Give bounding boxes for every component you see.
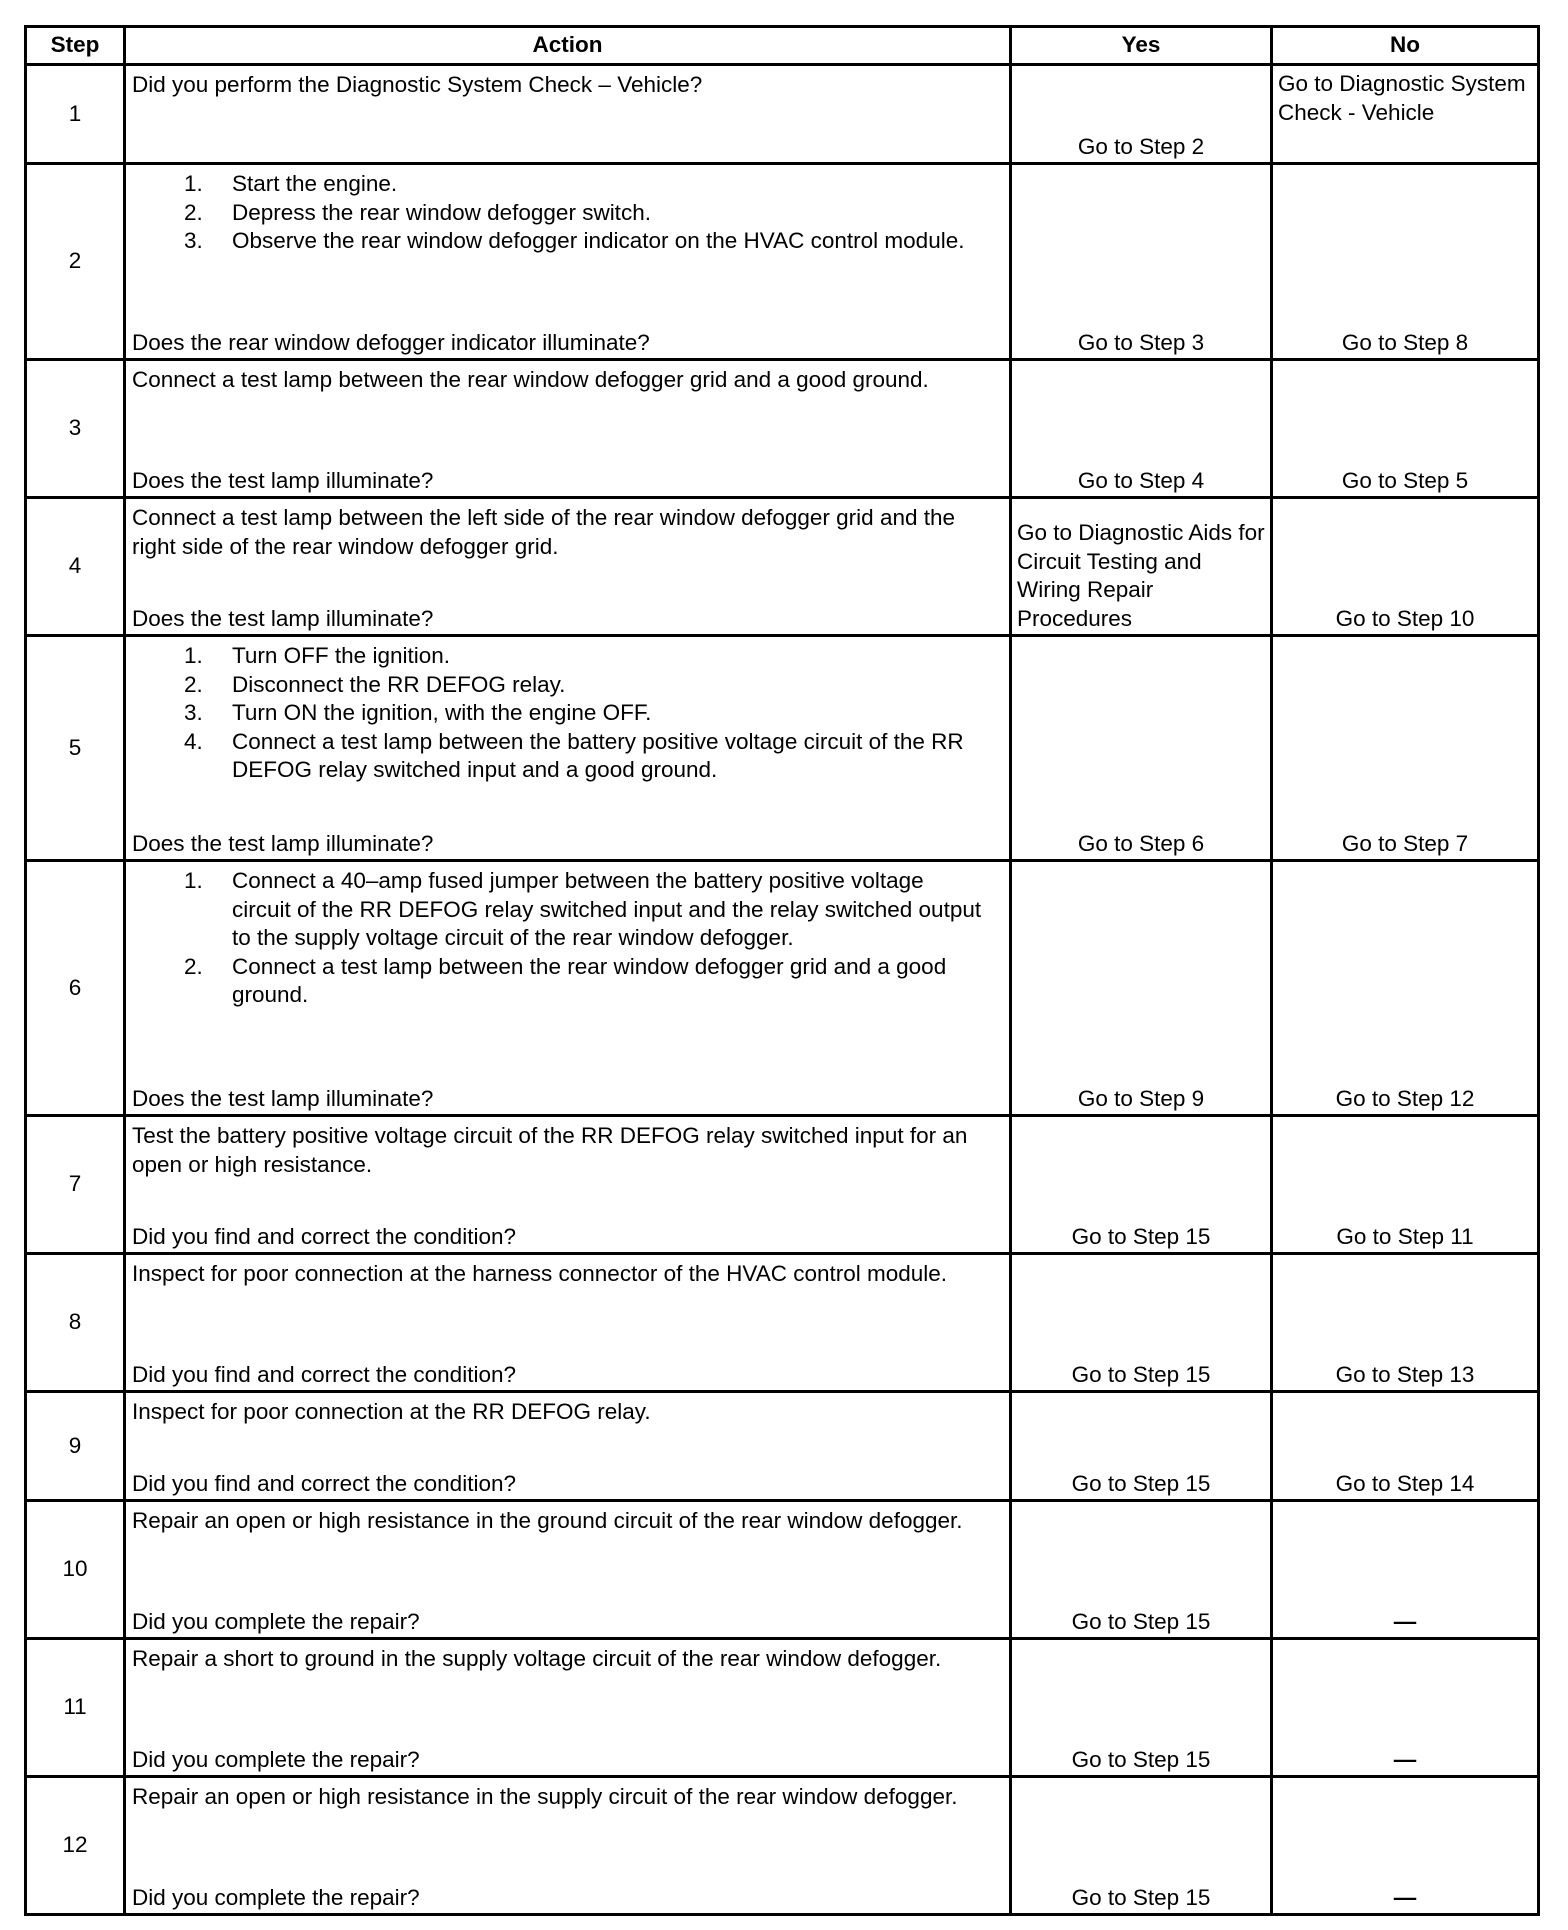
step-number: 9 [26, 1392, 125, 1501]
procedure-item-number: 4. [184, 728, 203, 754]
procedure-item-number: 2. [184, 199, 203, 225]
yes-cell [1011, 1116, 1272, 1254]
no-cell [1272, 1501, 1539, 1639]
action-text: Connect a test lamp between the rear window defogger grid and a good ground. [132, 367, 929, 392]
step-number: 11 [26, 1639, 125, 1777]
action-text: Repair a short to ground in the supply voltage circuit of the rear window defogger. [132, 1646, 942, 1671]
step-number: 1 [26, 65, 125, 164]
procedure-item-text: Turn OFF the ignition. [232, 643, 451, 668]
header-action: Action [125, 27, 1011, 65]
action-text: Inspect for poor connection at the harness connector of the HVAC control module. [132, 1261, 948, 1286]
no-cell [1272, 498, 1539, 636]
procedure-item [132, 671, 1003, 700]
procedure-item [132, 728, 1003, 785]
action-question: Does the rear window defogger indicator illuminate? [132, 329, 650, 355]
yes-cell [1011, 861, 1272, 1116]
action-cell [125, 498, 1011, 636]
diagnostic-table [24, 25, 1540, 1916]
table-row [26, 1392, 1539, 1501]
yes-cell [1011, 1392, 1272, 1501]
yes-cell [1011, 1254, 1272, 1392]
header-step: Step [26, 27, 125, 65]
action-question: Did you complete the repair? [132, 1884, 420, 1910]
procedure-item-number: 1. [184, 171, 203, 196]
no-cell [1272, 1639, 1539, 1777]
table-row [26, 1777, 1539, 1915]
table-row [26, 636, 1539, 861]
yes-answer: Go to Step 15 [1071, 1223, 1211, 1249]
table-row [26, 1116, 1539, 1254]
yes-answer: Go to Step 15 [1071, 1608, 1211, 1634]
procedure-item [132, 642, 1003, 671]
procedure-item-number: 1. [184, 868, 203, 893]
step-number: 6 [26, 861, 125, 1116]
yes-cell [1011, 636, 1272, 861]
yes-answer: Go to Step 15 [1071, 1884, 1211, 1910]
no-cell [1272, 1392, 1539, 1501]
action-question: Does the test lamp illuminate? [132, 605, 434, 631]
yes-answer: Go to Step 2 [1077, 133, 1205, 159]
no-cell [1272, 1116, 1539, 1254]
action-cell [125, 861, 1011, 1116]
header-row [26, 27, 1539, 65]
table-row [26, 861, 1539, 1116]
no-cell [1272, 1254, 1539, 1392]
procedure-item [132, 170, 1003, 199]
yes-answer: Go to Step 6 [1077, 830, 1205, 856]
procedure-list [132, 170, 1003, 256]
action-question: Did you complete the repair? [132, 1746, 420, 1772]
action-question: Does the test lamp illuminate? [132, 830, 434, 856]
table-row [26, 65, 1539, 164]
procedure-item-text: Connect a test lamp between the battery positive voltage circuit of the RR DEFOG relay switched input and a good ground. [232, 728, 964, 782]
no-answer: — [1393, 1608, 1417, 1634]
action-text: Test the battery positive voltage circuit of the RR DEFOG relay switched input for an open or high resistance. [132, 1123, 968, 1177]
no-answer: Go to Step 10 [1335, 605, 1475, 631]
no-answer: Go to Step 12 [1335, 1085, 1475, 1111]
yes-answer: Go to Diagnostic Aids for Circuit Testing and Wiring Repair Procedures [1017, 520, 1265, 631]
action-text: Repair an open or high resistance in the ground circuit of the rear window defogger. [132, 1508, 963, 1533]
table-row [26, 1639, 1539, 1777]
yes-answer: Go to Step 4 [1077, 467, 1205, 493]
action-text: Inspect for poor connection at the RR DEFOG relay. [132, 1399, 651, 1424]
yes-answer: Go to Step 15 [1071, 1746, 1211, 1772]
yes-cell [1011, 164, 1272, 360]
step-number: 5 [26, 636, 125, 861]
no-cell [1272, 360, 1539, 498]
procedure-item-text: Start the engine. [232, 171, 398, 196]
action-cell [125, 1777, 1011, 1915]
action-cell [125, 1501, 1011, 1639]
procedure-list [132, 642, 1003, 785]
action-text: Did you perform the Diagnostic System Check – Vehicle? [132, 72, 703, 97]
no-cell [1272, 861, 1539, 1116]
action-cell [125, 636, 1011, 861]
no-answer: Go to Step 14 [1335, 1470, 1475, 1496]
no-cell [1272, 1777, 1539, 1915]
procedure-item-text: Turn ON the ignition, with the engine OFF. [232, 700, 652, 725]
step-number: 8 [26, 1254, 125, 1392]
no-answer: Go to Step 8 [1341, 329, 1469, 355]
procedure-item-number: 3. [184, 700, 203, 725]
action-cell [125, 360, 1011, 498]
table-row [26, 360, 1539, 498]
procedure-item-number: 3. [184, 228, 203, 253]
no-answer: Go to Step 11 [1336, 1223, 1474, 1249]
table-row [26, 1254, 1539, 1392]
action-question: Did you find and correct the condition? [132, 1470, 516, 1496]
procedure-item-text: Connect a 40–amp fused jumper between the battery positive voltage circuit of the RR DEFOG relay switched input and the relay switched output to the supply voltage circuit of the rear window defogger. [232, 868, 982, 950]
no-answer: — [1393, 1884, 1417, 1910]
yes-cell [1011, 1777, 1272, 1915]
yes-cell [1011, 1639, 1272, 1777]
action-text: Connect a test lamp between the left side of the rear window defogger grid and the right side of the rear window defogger grid. [132, 505, 956, 559]
no-cell [1272, 65, 1539, 164]
no-answer: Go to Step 13 [1335, 1361, 1475, 1387]
action-cell [125, 1639, 1011, 1777]
no-answer: Go to Step 7 [1341, 830, 1469, 856]
header-no: No [1272, 27, 1539, 65]
procedure-item [132, 953, 1003, 1010]
no-answer: — [1393, 1746, 1417, 1772]
action-cell [125, 1254, 1011, 1392]
procedure-item [132, 227, 1003, 256]
procedure-list [132, 867, 1003, 1010]
action-text: Repair an open or high resistance in the supply circuit of the rear window defogger. [132, 1784, 958, 1809]
table-row [26, 164, 1539, 360]
action-cell [125, 164, 1011, 360]
procedure-item-number: 2. [184, 671, 203, 697]
action-question: Did you complete the repair? [132, 1608, 420, 1634]
action-question: Does the test lamp illuminate? [132, 467, 434, 493]
no-cell [1272, 164, 1539, 360]
step-number: 2 [26, 164, 125, 360]
step-number: 3 [26, 360, 125, 498]
no-cell [1272, 636, 1539, 861]
yes-cell [1011, 498, 1272, 636]
yes-cell [1011, 1501, 1272, 1639]
procedure-item-text: Disconnect the RR DEFOG relay. [232, 671, 566, 697]
yes-answer: Go to Step 15 [1071, 1361, 1211, 1387]
procedure-item [132, 699, 1003, 728]
step-number: 7 [26, 1116, 125, 1254]
step-number: 12 [26, 1777, 125, 1915]
action-question: Did you find and correct the condition? [132, 1223, 516, 1249]
no-answer: Go to Step 5 [1341, 467, 1469, 493]
yes-cell [1011, 65, 1272, 164]
action-question: Did you find and correct the condition? [132, 1361, 516, 1387]
yes-answer: Go to Step 9 [1077, 1085, 1205, 1111]
procedure-item-number: 2. [184, 953, 203, 979]
action-cell [125, 1392, 1011, 1501]
action-cell [125, 65, 1011, 164]
table-row [26, 498, 1539, 636]
yes-answer: Go to Step 3 [1077, 329, 1205, 355]
procedure-item-number: 1. [184, 643, 203, 668]
action-cell [125, 1116, 1011, 1254]
step-number: 10 [26, 1501, 125, 1639]
procedure-item-text: Observe the rear window defogger indicator on the HVAC control module. [232, 228, 965, 253]
header-yes: Yes [1011, 27, 1272, 65]
procedure-item [132, 199, 1003, 228]
procedure-item [132, 867, 1003, 953]
action-question: Does the test lamp illuminate? [132, 1085, 434, 1111]
yes-answer: Go to Step 15 [1071, 1470, 1211, 1496]
procedure-item-text: Connect a test lamp between the rear window defogger grid and a good ground. [232, 953, 947, 1007]
table-row [26, 1501, 1539, 1639]
step-number: 4 [26, 498, 125, 636]
yes-cell [1011, 360, 1272, 498]
no-answer: Go to Diagnostic System Check - Vehicle [1278, 71, 1526, 125]
procedure-item-text: Depress the rear window defogger switch. [232, 199, 651, 225]
